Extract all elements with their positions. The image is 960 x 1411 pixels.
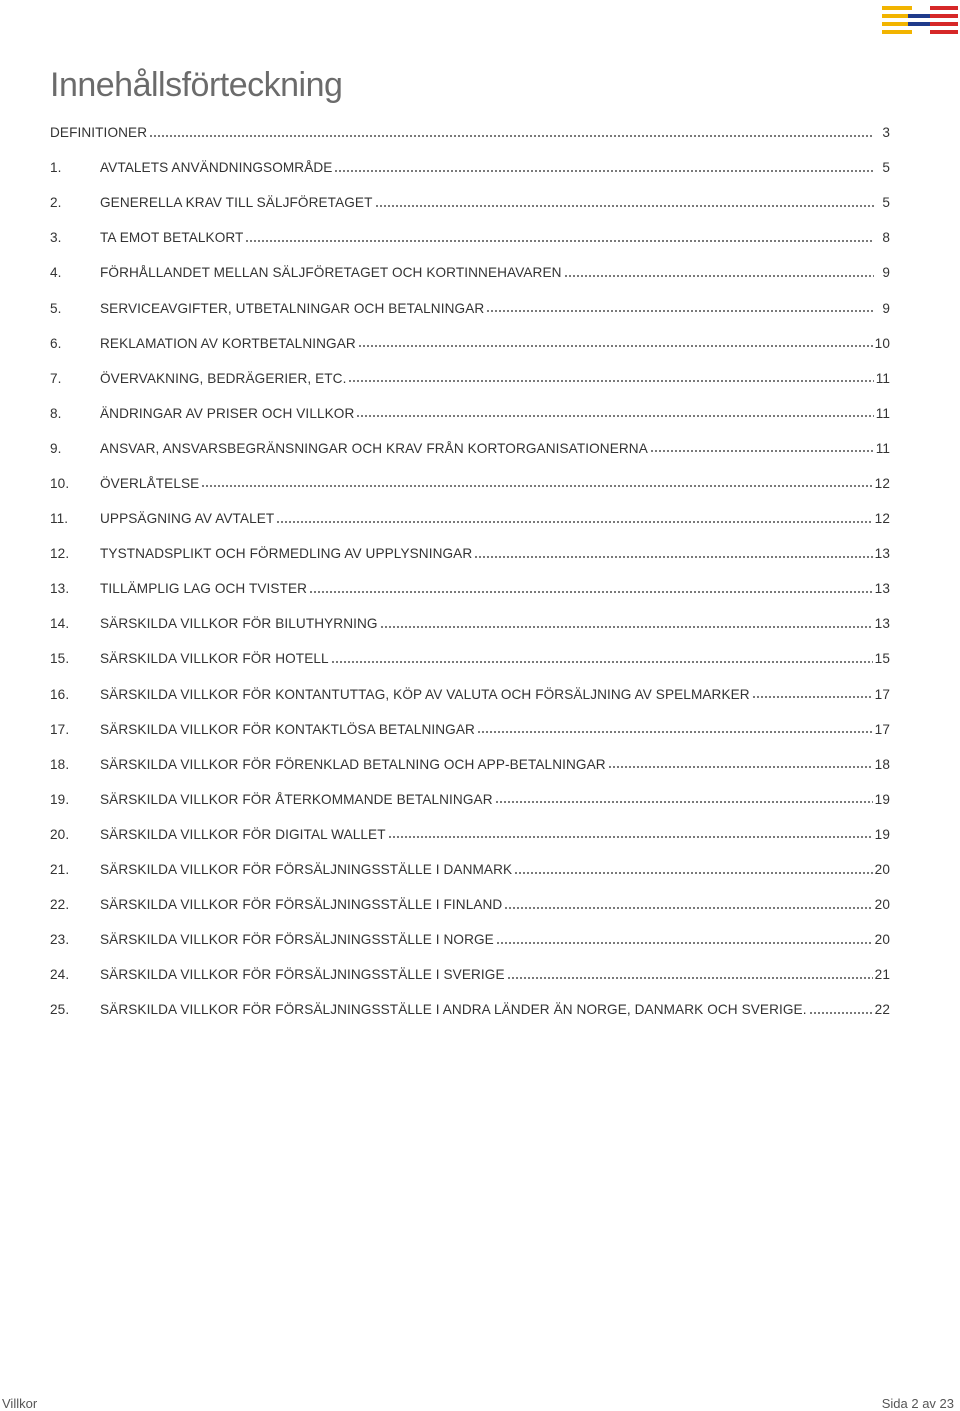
toc-entry-number: 21. [50, 862, 70, 878]
toc-entry-label: REKLAMATION AV KORTBETALNINGAR [100, 335, 356, 351]
toc-entry-page: 21 [874, 967, 890, 983]
toc-dot-leader [496, 938, 873, 948]
toc-entry-page: 10 [874, 335, 890, 351]
toc-entry[interactable] [50, 712, 890, 747]
toc-dot-leader [752, 692, 873, 702]
toc-entry-label: ÄNDRINGAR AV PRISER OCH VILLKOR [100, 405, 355, 421]
toc-entry-page: 5 [882, 160, 890, 176]
toc-entry-label: SÄRSKILDA VILLKOR FÖR ÅTERKOMMANDE BETALNINGAR [100, 791, 493, 807]
toc-dot-leader [474, 552, 872, 562]
toc-dot-leader [356, 411, 873, 421]
logo-stripe-10 [930, 30, 958, 34]
toc-dot-leader [514, 868, 873, 878]
toc-entry[interactable] [50, 255, 890, 290]
toc-dot-leader [380, 622, 873, 632]
table-of-contents [50, 115, 890, 1027]
toc-entry-label: AVTALETS ANVÄNDNINGSOMRÅDE [100, 160, 333, 176]
toc-entry-page: 19 [874, 826, 890, 842]
toc-entry[interactable] [50, 326, 890, 361]
toc-entry-number: 20. [50, 826, 70, 842]
toc-dot-leader [495, 797, 873, 807]
toc-dot-leader [331, 657, 873, 667]
toc-entry-label: SERVICEAVGIFTER, UTBETALNINGAR OCH BETALNINGAR [100, 300, 485, 316]
toc-entry-label: TYSTNADSPLIKT OCH FÖRMEDLING AV UPPLYSNINGAR [100, 546, 473, 562]
toc-dot-leader [245, 236, 874, 246]
toc-entry-number: 22. [50, 897, 70, 913]
footer-document-name: Villkor [2, 1396, 38, 1411]
toc-entry[interactable] [50, 431, 890, 466]
toc-entry-page: 15 [874, 651, 890, 667]
toc-entry-number: 25. [50, 1002, 70, 1018]
toc-entry-number: 18. [50, 756, 70, 772]
toc-entry-label: SÄRSKILDA VILLKOR FÖR FÖRSÄLJNINGSSTÄLLE I FINLAND [100, 897, 503, 913]
toc-entry-number: 14. [50, 616, 70, 632]
toc-entry-label: SÄRSKILDA VILLKOR FÖR KONTAKTLÖSA BETALNINGAR [100, 721, 475, 737]
toc-entry-number: 19. [50, 791, 70, 807]
toc-entry-page: 20 [874, 932, 890, 948]
toc-entry-label: SÄRSKILDA VILLKOR FÖR FÖRSÄLJNINGSSTÄLLE I NORGE [100, 932, 494, 948]
toc-entry[interactable] [50, 887, 890, 922]
footer-page-number: Sida 2 av 23 [881, 1396, 954, 1411]
toc-entry-page: 20 [874, 897, 890, 913]
logo-stripe-7 [930, 6, 958, 10]
page-title: Innehållsförteckning [50, 66, 343, 104]
toc-entry-page: 17 [874, 721, 890, 737]
toc-entry-page: 13 [874, 546, 890, 562]
logo-stripe-9 [930, 22, 958, 26]
logo-stripe-1 [882, 6, 912, 10]
toc-entry-number: 23. [50, 932, 70, 948]
toc-dot-leader [608, 762, 873, 772]
toc-entry-number: 6. [50, 335, 62, 351]
toc-dot-leader [149, 131, 874, 141]
toc-entry[interactable] [50, 185, 890, 220]
toc-entry-label: SÄRSKILDA VILLKOR FÖR BILUTHYRNING [100, 616, 378, 632]
toc-entry-number: 9. [50, 440, 62, 456]
toc-entry-page: 3 [882, 125, 890, 141]
toc-entry-number: 8. [50, 405, 62, 421]
toc-dot-leader [348, 376, 873, 386]
toc-entry-page: 20 [874, 862, 890, 878]
toc-dot-leader [504, 903, 872, 913]
toc-entry-number: 15. [50, 651, 70, 667]
toc-entry-page: 22 [874, 1002, 890, 1018]
toc-entry-page: 5 [882, 195, 890, 211]
logo-stripe-8 [930, 14, 958, 18]
toc-entry-number: 10. [50, 475, 70, 491]
toc-entry[interactable] [50, 396, 890, 431]
toc-entry-page: 19 [874, 791, 890, 807]
toc-entry-label: ÖVERVAKNING, BEDRÄGERIER, ETC. [100, 370, 347, 386]
toc-entry[interactable] [50, 641, 890, 676]
toc-entry-number: 11. [50, 511, 69, 527]
toc-entry-number: 1. [50, 160, 62, 176]
toc-entry[interactable] [50, 571, 890, 606]
toc-entry-label: SÄRSKILDA VILLKOR FÖR FÖRSÄLJNINGSSTÄLLE I SVERIGE [100, 967, 505, 983]
toc-entry[interactable] [50, 957, 890, 992]
toc-entry-page: 13 [874, 581, 890, 597]
toc-entry-page: 13 [874, 616, 890, 632]
toc-dot-leader [375, 201, 875, 211]
toc-entry-label: SÄRSKILDA VILLKOR FÖR HOTELL [100, 651, 329, 667]
toc-entry[interactable] [50, 922, 890, 957]
toc-entry-label: SÄRSKILDA VILLKOR FÖR FÖRSÄLJNINGSSTÄLLE I ANDRA LÄNDER ÄN NORGE, DANMARK OCH SVERIGE. [100, 1002, 807, 1018]
toc-entry-label: UPPSÄGNING AV AVTALET [100, 511, 275, 527]
toc-entry-page: 17 [874, 686, 890, 702]
toc-entry-label: DEFINITIONER [50, 125, 148, 141]
toc-entry-label: SÄRSKILDA VILLKOR FÖR KONTANTUTTAG, KÖP AV VALUTA OCH FÖRSÄLJNING AV SPELMARKER [100, 686, 750, 702]
toc-dot-leader [650, 446, 874, 456]
toc-dot-leader [507, 973, 873, 983]
toc-entry-label: SÄRSKILDA VILLKOR FÖR DIGITAL WALLET [100, 826, 386, 842]
toc-entry-number: 7. [50, 370, 62, 386]
toc-dot-leader [809, 1008, 873, 1018]
toc-dot-leader [358, 341, 873, 351]
toc-entry-number: 5. [50, 300, 62, 316]
toc-entry-page: 12 [874, 475, 890, 491]
toc-entry-label: FÖRHÅLLANDET MELLAN SÄLJFÖRETAGET OCH KORTINNEHAVAREN [100, 265, 562, 281]
toc-dot-leader [486, 306, 874, 316]
toc-entry[interactable] [50, 817, 890, 852]
toc-entry[interactable] [50, 115, 890, 150]
toc-entry[interactable] [50, 501, 890, 536]
toc-entry[interactable] [50, 466, 890, 501]
toc-entry-page: 18 [874, 756, 890, 772]
toc-entry-page: 11 [875, 440, 890, 456]
toc-dot-leader [276, 517, 872, 527]
toc-entry-label: ÖVERLÅTELSE [100, 475, 200, 491]
toc-dot-leader [201, 481, 872, 491]
toc-entry-page: 12 [874, 511, 890, 527]
toc-entry[interactable] [50, 361, 890, 396]
toc-entry-page: 11 [875, 370, 890, 386]
logo-stripe-4 [882, 30, 912, 34]
toc-entry-label: TILLÄMPLIG LAG OCH TVISTER [100, 581, 308, 597]
toc-entry-number: 17. [50, 721, 70, 737]
toc-dot-leader [334, 166, 874, 176]
toc-entry[interactable] [50, 220, 890, 255]
toc-entry-number: 4. [50, 265, 62, 281]
toc-entry[interactable] [50, 150, 890, 185]
toc-entry[interactable] [50, 677, 890, 712]
toc-entry[interactable] [50, 536, 890, 571]
toc-entry[interactable] [50, 606, 890, 641]
logo-stripe-2 [882, 14, 912, 18]
toc-entry-page: 11 [875, 405, 890, 421]
toc-entry-number: 3. [50, 230, 62, 246]
toc-entry[interactable] [50, 992, 890, 1027]
toc-entry-number: 2. [50, 195, 62, 211]
toc-entry-label: SÄRSKILDA VILLKOR FÖR FÖRSÄLJNINGSSTÄLLE I DANMARK [100, 862, 513, 878]
toc-entry-label: SÄRSKILDA VILLKOR FÖR FÖRENKLAD BETALNING OCH APP-BETALNINGAR [100, 756, 606, 772]
brand-logo [880, 6, 960, 36]
logo-stripe-3 [882, 22, 912, 26]
toc-dot-leader [477, 727, 873, 737]
toc-dot-leader [388, 832, 873, 842]
toc-entry-page: 9 [882, 265, 890, 281]
toc-entry[interactable] [50, 290, 890, 325]
toc-entry[interactable] [50, 782, 890, 817]
toc-entry[interactable] [50, 852, 890, 887]
toc-entry[interactable] [50, 747, 890, 782]
toc-dot-leader [309, 587, 873, 597]
toc-entry-page: 9 [882, 300, 890, 316]
toc-entry-number: 13. [50, 581, 70, 597]
toc-entry-label: GENERELLA KRAV TILL SÄLJFÖRETAGET [100, 195, 373, 211]
toc-entry-page: 8 [882, 230, 890, 246]
toc-entry-label: TA EMOT BETALKORT [100, 230, 244, 246]
toc-entry-number: 12. [50, 546, 70, 562]
toc-entry-number: 16. [50, 686, 70, 702]
toc-dot-leader [564, 271, 874, 281]
toc-entry-label: ANSVAR, ANSVARSBEGRÄNSNINGAR OCH KRAV FRÅN KORTORGANISATIONERNA [100, 440, 648, 456]
toc-entry-number: 24. [50, 967, 70, 983]
